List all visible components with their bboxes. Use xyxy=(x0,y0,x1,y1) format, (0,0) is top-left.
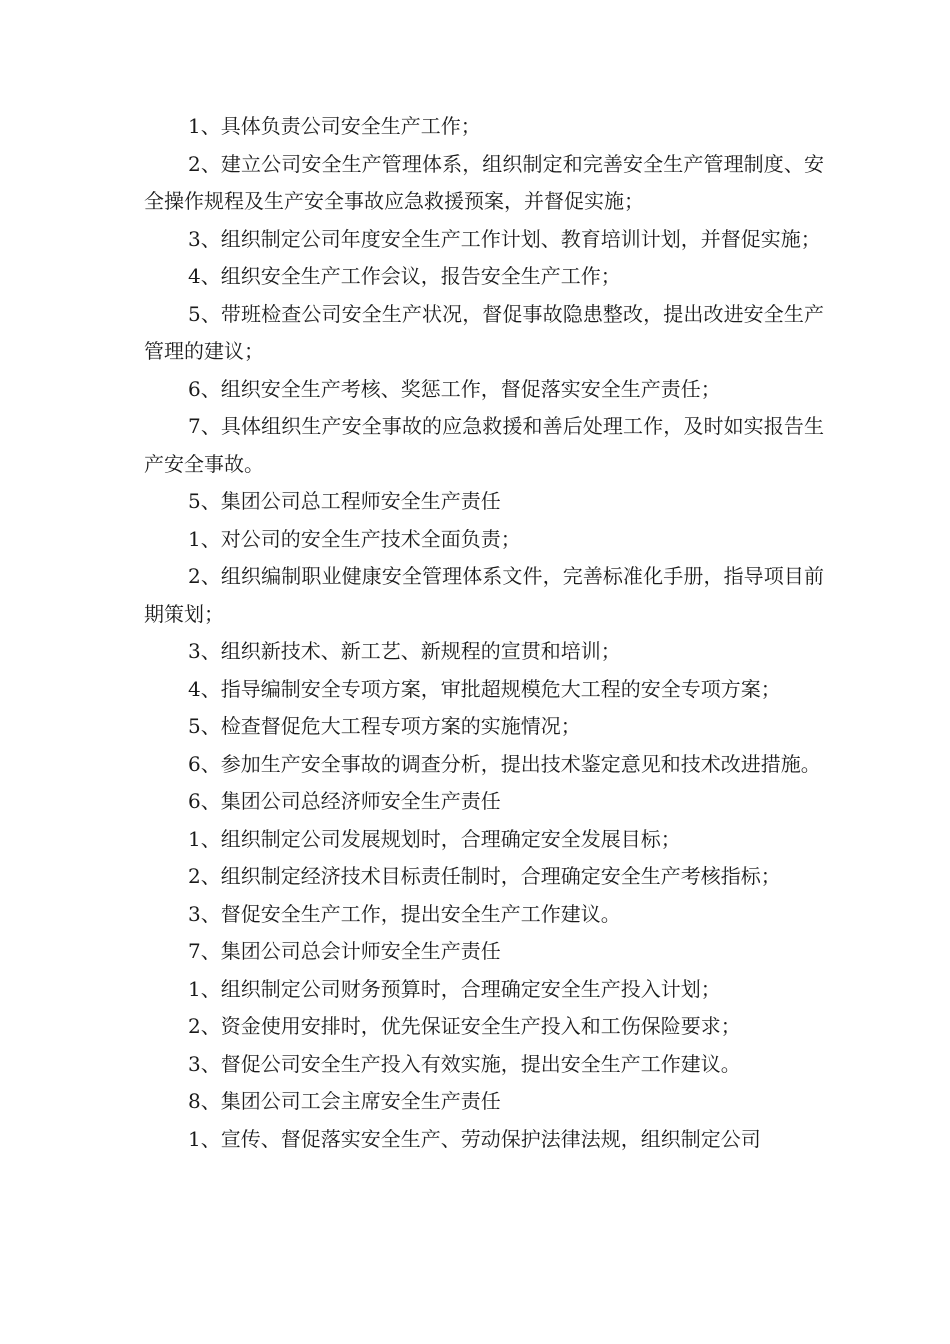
paragraph: 4、组织安全生产工作会议，报告安全生产工作； xyxy=(188,264,621,288)
paragraph: 5、检查督促危大工程专项方案的实施情况； xyxy=(188,714,581,738)
paragraph: 6、组织安全生产考核、奖惩工作，督促落实安全生产责任； xyxy=(188,376,721,401)
section-heading: 7、集团公司总会计师安全生产责任 xyxy=(188,939,501,963)
paragraph: 1、对公司的安全生产技术全面负责； xyxy=(188,526,521,551)
paragraph: 5、带班检查公司安全生产状况，督促事故隐患整改，提出改进安全生产管理的建议； xyxy=(144,301,824,363)
paragraph: 4、指导编制安全专项方案，审批超规模危大工程的安全专项方案； xyxy=(188,676,781,701)
paragraph: 3、督促安全生产工作，提出安全生产工作建议。 xyxy=(188,901,621,926)
paragraph: 3、组织新技术、新工艺、新规程的宣贯和培训； xyxy=(188,639,621,663)
section-heading: 5、集团公司总工程师安全生产责任 xyxy=(188,489,501,513)
paragraph: 1、组织制定公司财务预算时，合理确定安全生产投入计划； xyxy=(188,976,721,1001)
paragraph: 2、组织编制职业健康安全管理体系文件，完善标准化手册，指导项目前期策划； xyxy=(144,564,824,626)
paragraph: 1、组织制定公司发展规划时，合理确定安全发展目标； xyxy=(188,826,681,851)
paragraph: 3、督促公司安全生产投入有效实施，提出安全生产工作建议。 xyxy=(188,1051,741,1076)
paragraph: 1、宣传、督促落实安全生产、劳动保护法律法规，组织制定公司 xyxy=(188,1126,761,1151)
document-body xyxy=(144,108,824,1158)
paragraph: 2、建立公司安全生产管理体系，组织制定和完善安全生产管理制度、安全操作规程及生产安全事故应急救援预案，并督促实施； xyxy=(144,151,824,213)
paragraph: 3、组织制定公司年度安全生产工作计划、教育培训计划，并督促实施； xyxy=(188,226,821,251)
section-heading: 6、集团公司总经济师安全生产责任 xyxy=(188,789,501,813)
section-heading: 8、集团公司工会主席安全生产责任 xyxy=(188,1089,501,1113)
paragraph: 6、参加生产安全事故的调查分析，提出技术鉴定意见和技术改进措施。 xyxy=(188,751,821,776)
paragraph: 7、具体组织生产安全事故的应急救援和善后处理工作，及时如实报告生产安全事故。 xyxy=(144,414,824,476)
paragraph: 1、具体负责公司安全生产工作； xyxy=(188,114,481,138)
paragraph: 2、组织制定经济技术目标责任制时，合理确定安全生产考核指标； xyxy=(188,864,781,888)
paragraph: 2、资金使用安排时，优先保证安全生产投入和工伤保险要求； xyxy=(188,1014,741,1038)
